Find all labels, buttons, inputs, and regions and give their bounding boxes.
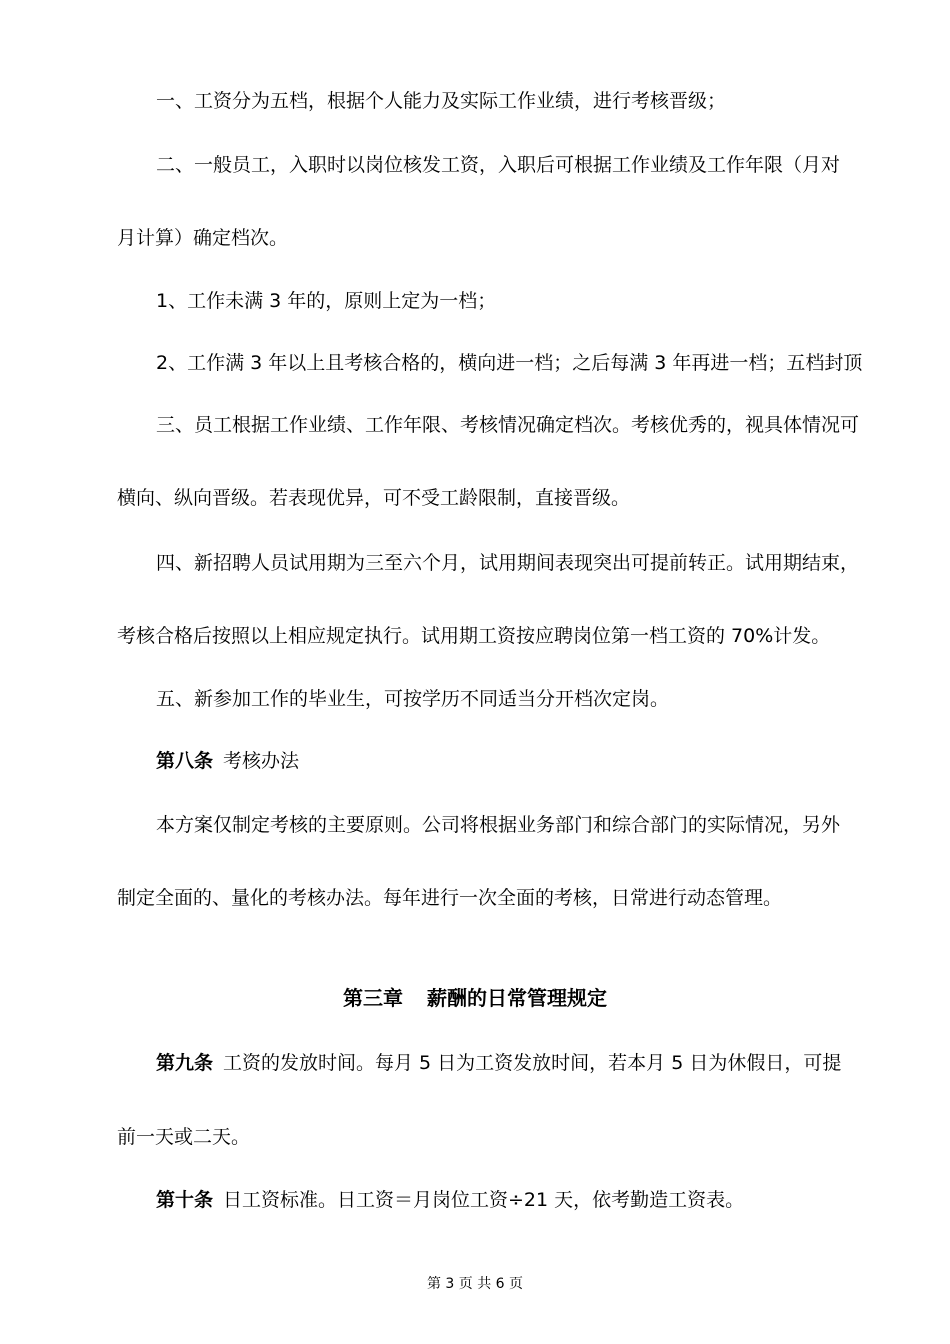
article-8-title: 考核办法 [223, 750, 300, 772]
chapter-title: 薪酬的日常管理规定 [427, 986, 607, 1010]
paragraph-general-staff-line2: 月计算）确定档次。 [117, 227, 289, 249]
paragraph-rule-2: 2、工作满 3 年以上且考核合格的，横向进一档；之后每满 3 年再进一档；五档封顶 [156, 352, 863, 374]
paragraph-probation-line2: 考核合格后按照以上相应规定执行。试用期工资按应聘岗位第一档工资的 70%计发。 [117, 625, 831, 647]
paragraph-rule-1: 1、工作未满 3 年的，原则上定为一档； [156, 290, 497, 312]
article-10-text: 日工资标准。日工资＝月岗位工资÷21 天，依考勤造工资表。 [223, 1189, 745, 1211]
article-10-label: 第十条 [156, 1189, 214, 1211]
paragraph-assessment-line2: 制定全面的、量化的考核办法。每年进行一次全面的考核，日常进行动态管理。 [117, 887, 783, 909]
article-9-text: 工资的发放时间。每月 5 日为工资发放时间，若本月 5 日为休假日，可提 [223, 1052, 842, 1074]
article-10-line [0, 1187, 950, 1213]
paragraph-graduates: 五、新参加工作的毕业生，可按学历不同适当分开档次定岗。 [156, 688, 670, 710]
paragraph-level-determination-line1: 三、员工根据工作业绩、工作年限、考核情况确定档次。考核优秀的，视具体情况可 [156, 414, 860, 436]
article-9-line1 [0, 1050, 950, 1076]
article-9-line2: 前一天或二天。 [117, 1126, 251, 1148]
chapter-number: 第三章 [343, 986, 403, 1010]
article-9-label: 第九条 [156, 1052, 214, 1074]
paragraph-level-determination-line2: 横向、纵向晋级。若表现优异，可不受工龄限制，直接晋级。 [117, 487, 631, 509]
paragraph-assessment-line1: 本方案仅制定考核的主要原则。公司将根据业务部门和综合部门的实际情况，另外 [156, 814, 841, 836]
article-8-heading [0, 748, 950, 774]
paragraph-general-staff-line1: 二、一般员工，入职时以岗位核发工资，入职后可根据工作业绩及工作年限（月对 [156, 154, 841, 176]
chapter-heading [0, 984, 950, 1012]
paragraph-salary-levels: 一、工资分为五档，根据个人能力及实际工作业绩，进行考核晋级； [156, 90, 727, 112]
article-8-label: 第八条 [156, 750, 214, 772]
page-number-footer: 第 3 页 共 6 页 [426, 1276, 524, 1292]
paragraph-probation-line1: 四、新招聘人员试用期为三至六个月，试用期间表现突出可提前转正。试用期结束， [156, 552, 860, 574]
